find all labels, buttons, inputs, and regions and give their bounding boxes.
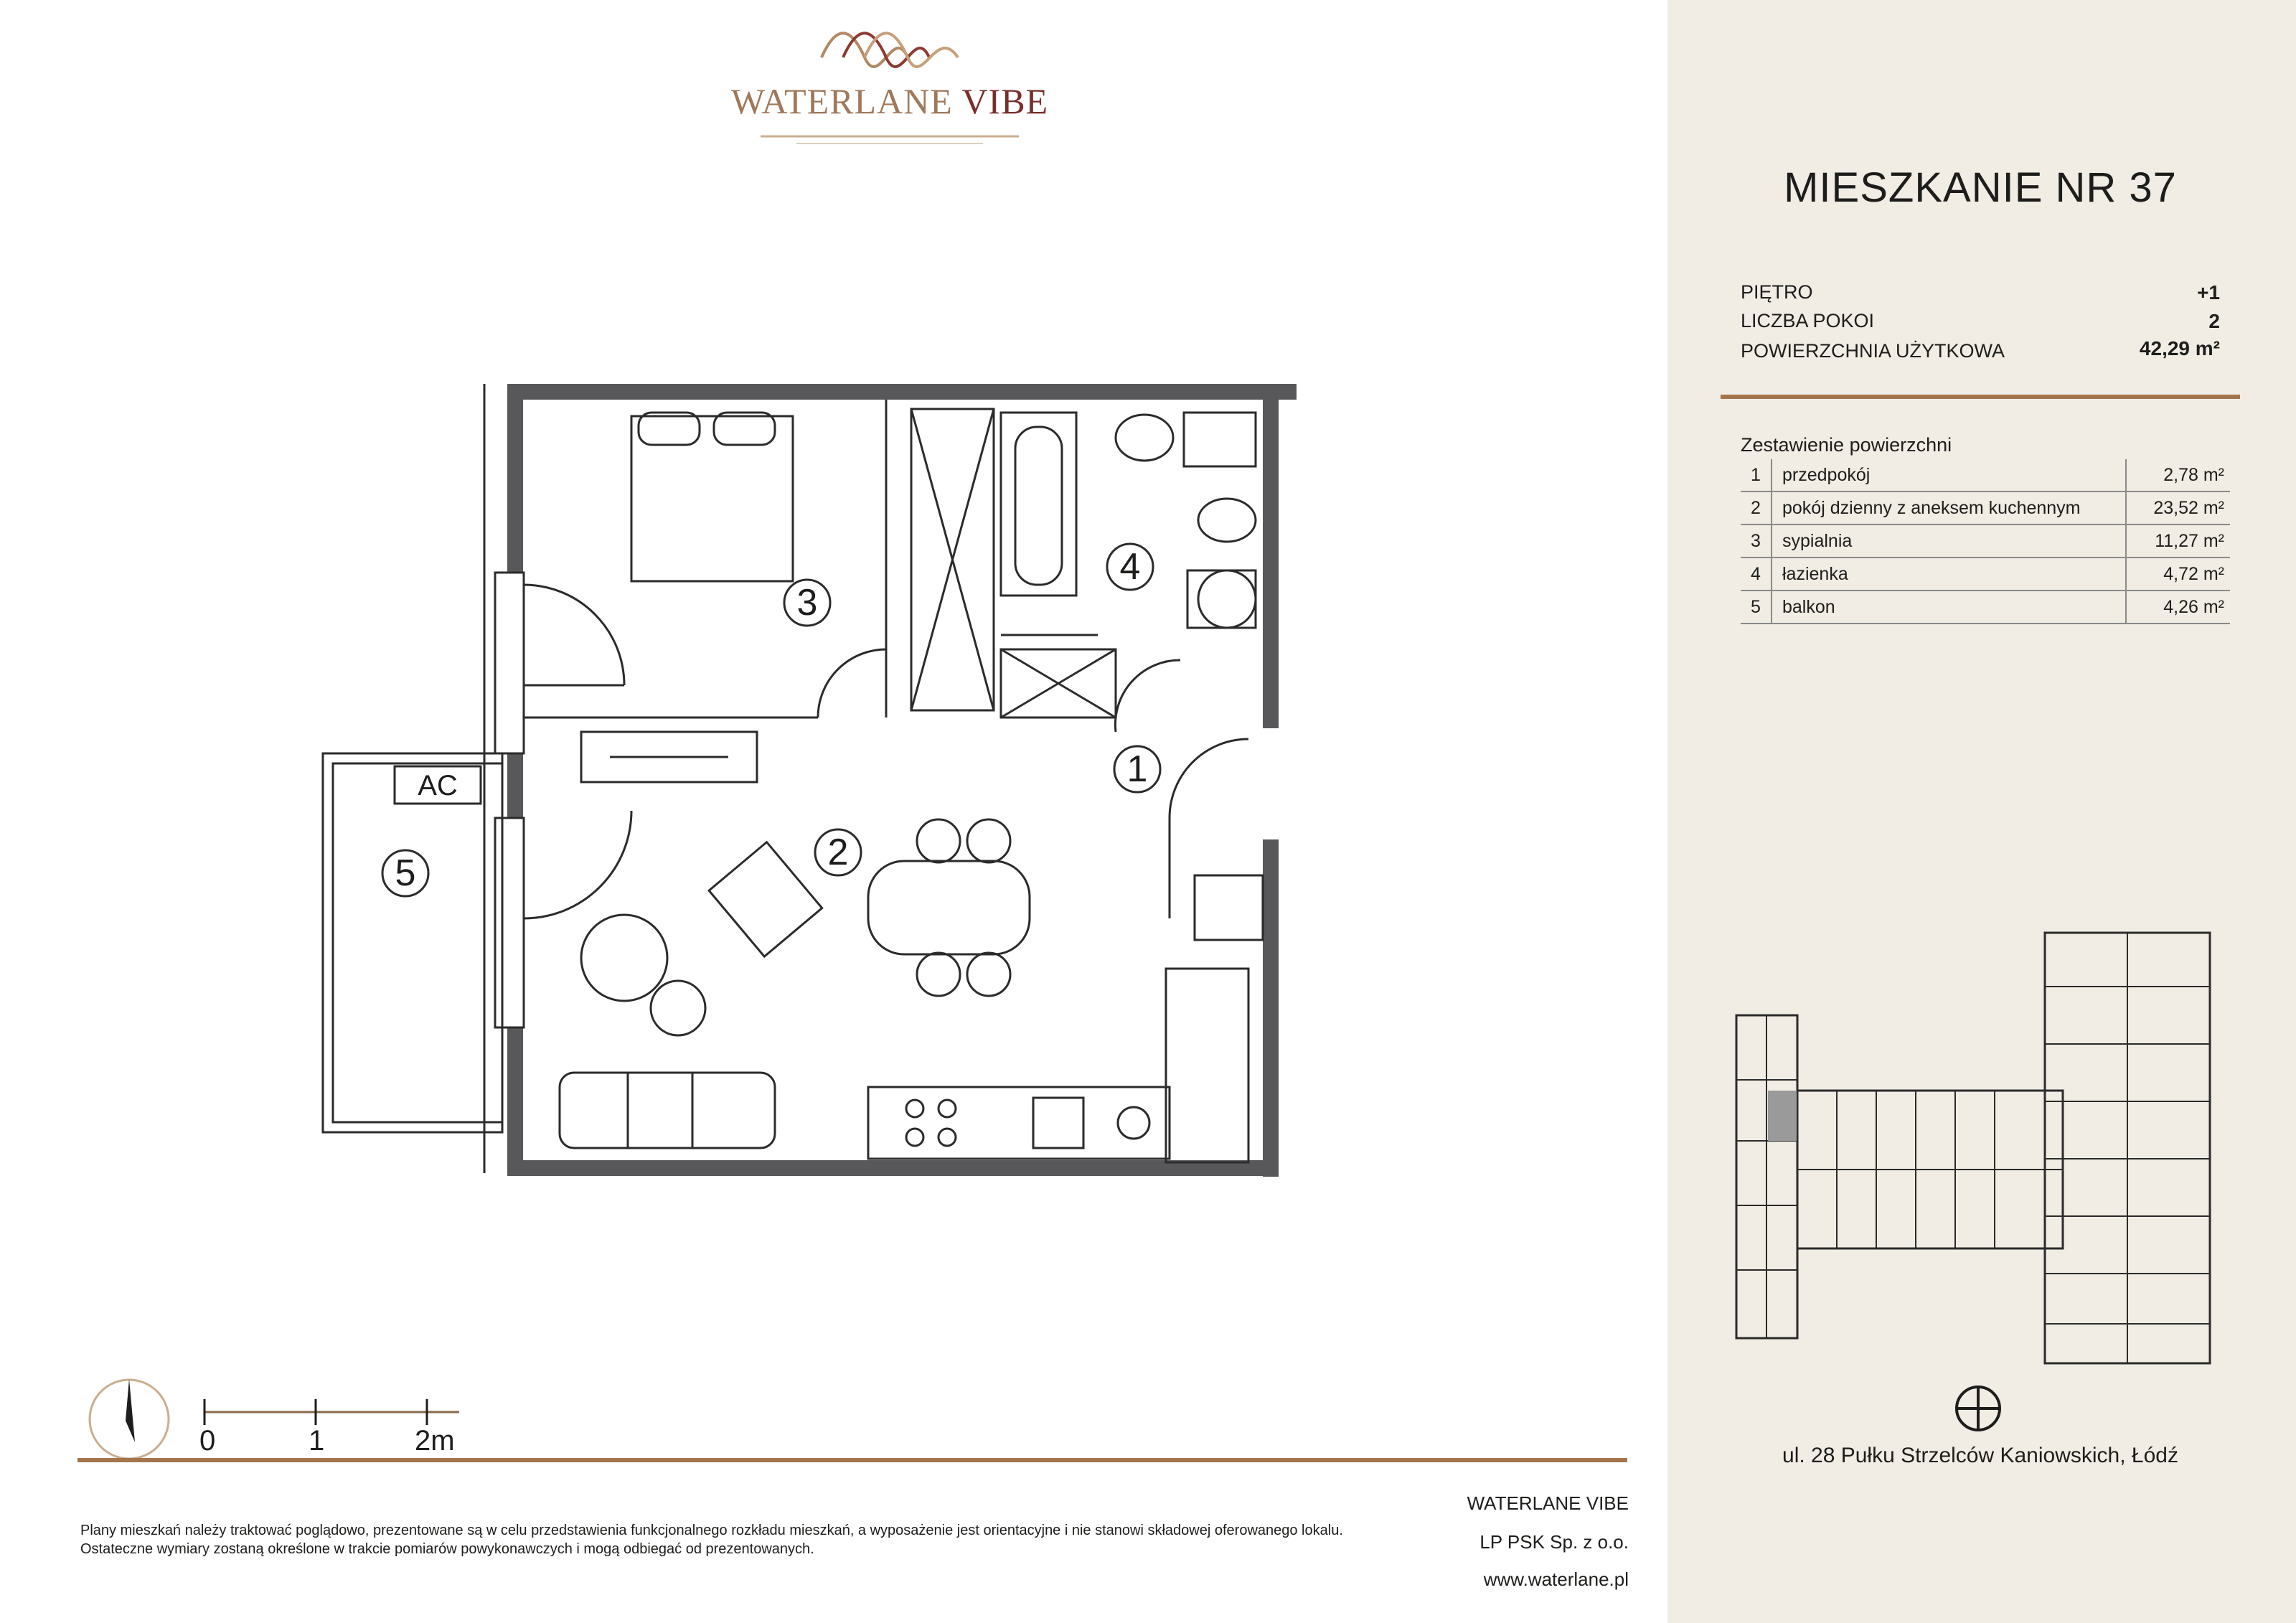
room-area: 4,72 m² (2126, 558, 2230, 591)
room-number: 4 (1741, 558, 1772, 591)
room-2-label: 2 (827, 832, 849, 873)
area-summary-title: Zestawienie powierzchni (1741, 434, 1952, 456)
footer-company-name: WATERLANE VIBE (1467, 1492, 1629, 1514)
brand-wordmark (718, 80, 1062, 122)
disclaimer-line-1: Plany mieszkań należy traktować poglądowo, prezentowane są w celu przedstawienia funkcjonalnego rozkładu mieszkań, a wyposażenie jest orientacyjne i nie stanowi składowej oferowanego lokalu. (80, 1523, 1343, 1538)
room-name: sypialnia (1772, 524, 2126, 558)
info-sidebar (1667, 0, 2296, 1623)
scale-label-0: 0 (199, 1425, 216, 1457)
scale-label-2m: 2m (415, 1425, 455, 1457)
table-row (1741, 558, 2230, 591)
disclaimer-line-2: Ostateczne wymiary zostaną określone w trakcie pomiarów powykonawczych i mogą odbiegać od prezentowanych. (80, 1541, 814, 1557)
room-area: 23,52 m² (2126, 491, 2230, 524)
room-5-label: 5 (395, 852, 416, 894)
room-4-label: 4 (1119, 546, 1141, 588)
table-row (1741, 524, 2230, 558)
room-name: pokój dzienny z aneksem kuchennym (1772, 491, 2126, 524)
address: ul. 28 Pułku Strzelców Kaniowskich, Łódź (1782, 1444, 2178, 1467)
rooms-value: 2 (2208, 310, 2220, 332)
compass-icon (1953, 1383, 2003, 1434)
room-number: 3 (1741, 524, 1772, 558)
divider-rule (1721, 395, 2240, 399)
floor-label: PIĘTRO (1741, 281, 1813, 303)
brand-name-part1: WATERLANE (730, 81, 953, 121)
room-area: 2,78 m² (2126, 459, 2230, 491)
ac-label: AC (418, 770, 458, 801)
footer-divider (77, 1458, 1627, 1462)
area-summary-table (1741, 459, 2230, 624)
scale-label-1: 1 (309, 1425, 325, 1457)
highlighted-unit (1768, 1091, 1797, 1141)
room-number: 1 (1741, 459, 1772, 491)
apartment-title: MIESZKANIE NR 37 (1784, 164, 2177, 211)
room-number: 5 (1741, 591, 1772, 624)
room-name: balkon (1772, 591, 2126, 624)
room-1-label: 1 (1126, 748, 1148, 790)
footer-website-link[interactable]: www.waterlane.pl (1483, 1568, 1629, 1590)
room-3-label: 3 (796, 582, 818, 624)
room-name: przedpokój (1772, 459, 2126, 491)
room-name: łazienka (1772, 558, 2126, 591)
area-label: POWIERZCHNIA UŻYTKOWA (1741, 340, 2005, 362)
area-value: 42,29 m² (2139, 337, 2220, 359)
table-row (1741, 459, 2230, 491)
room-area: 4,26 m² (2126, 591, 2230, 624)
brand-name-part2: VIBE (961, 81, 1049, 121)
footer-company-legal: LP PSK Sp. z o.o. (1479, 1531, 1629, 1553)
building-key-plan (1729, 926, 2231, 1370)
room-area: 11,27 m² (2126, 524, 2230, 558)
table-row (1741, 591, 2230, 624)
disclaimer (80, 1521, 1458, 1558)
room-number: 2 (1741, 491, 1772, 524)
table-row (1741, 491, 2230, 524)
rooms-label: LICZBA POKOI (1741, 310, 1875, 331)
floor-plan (301, 373, 1335, 1263)
floor-value: +1 (2197, 281, 2220, 304)
